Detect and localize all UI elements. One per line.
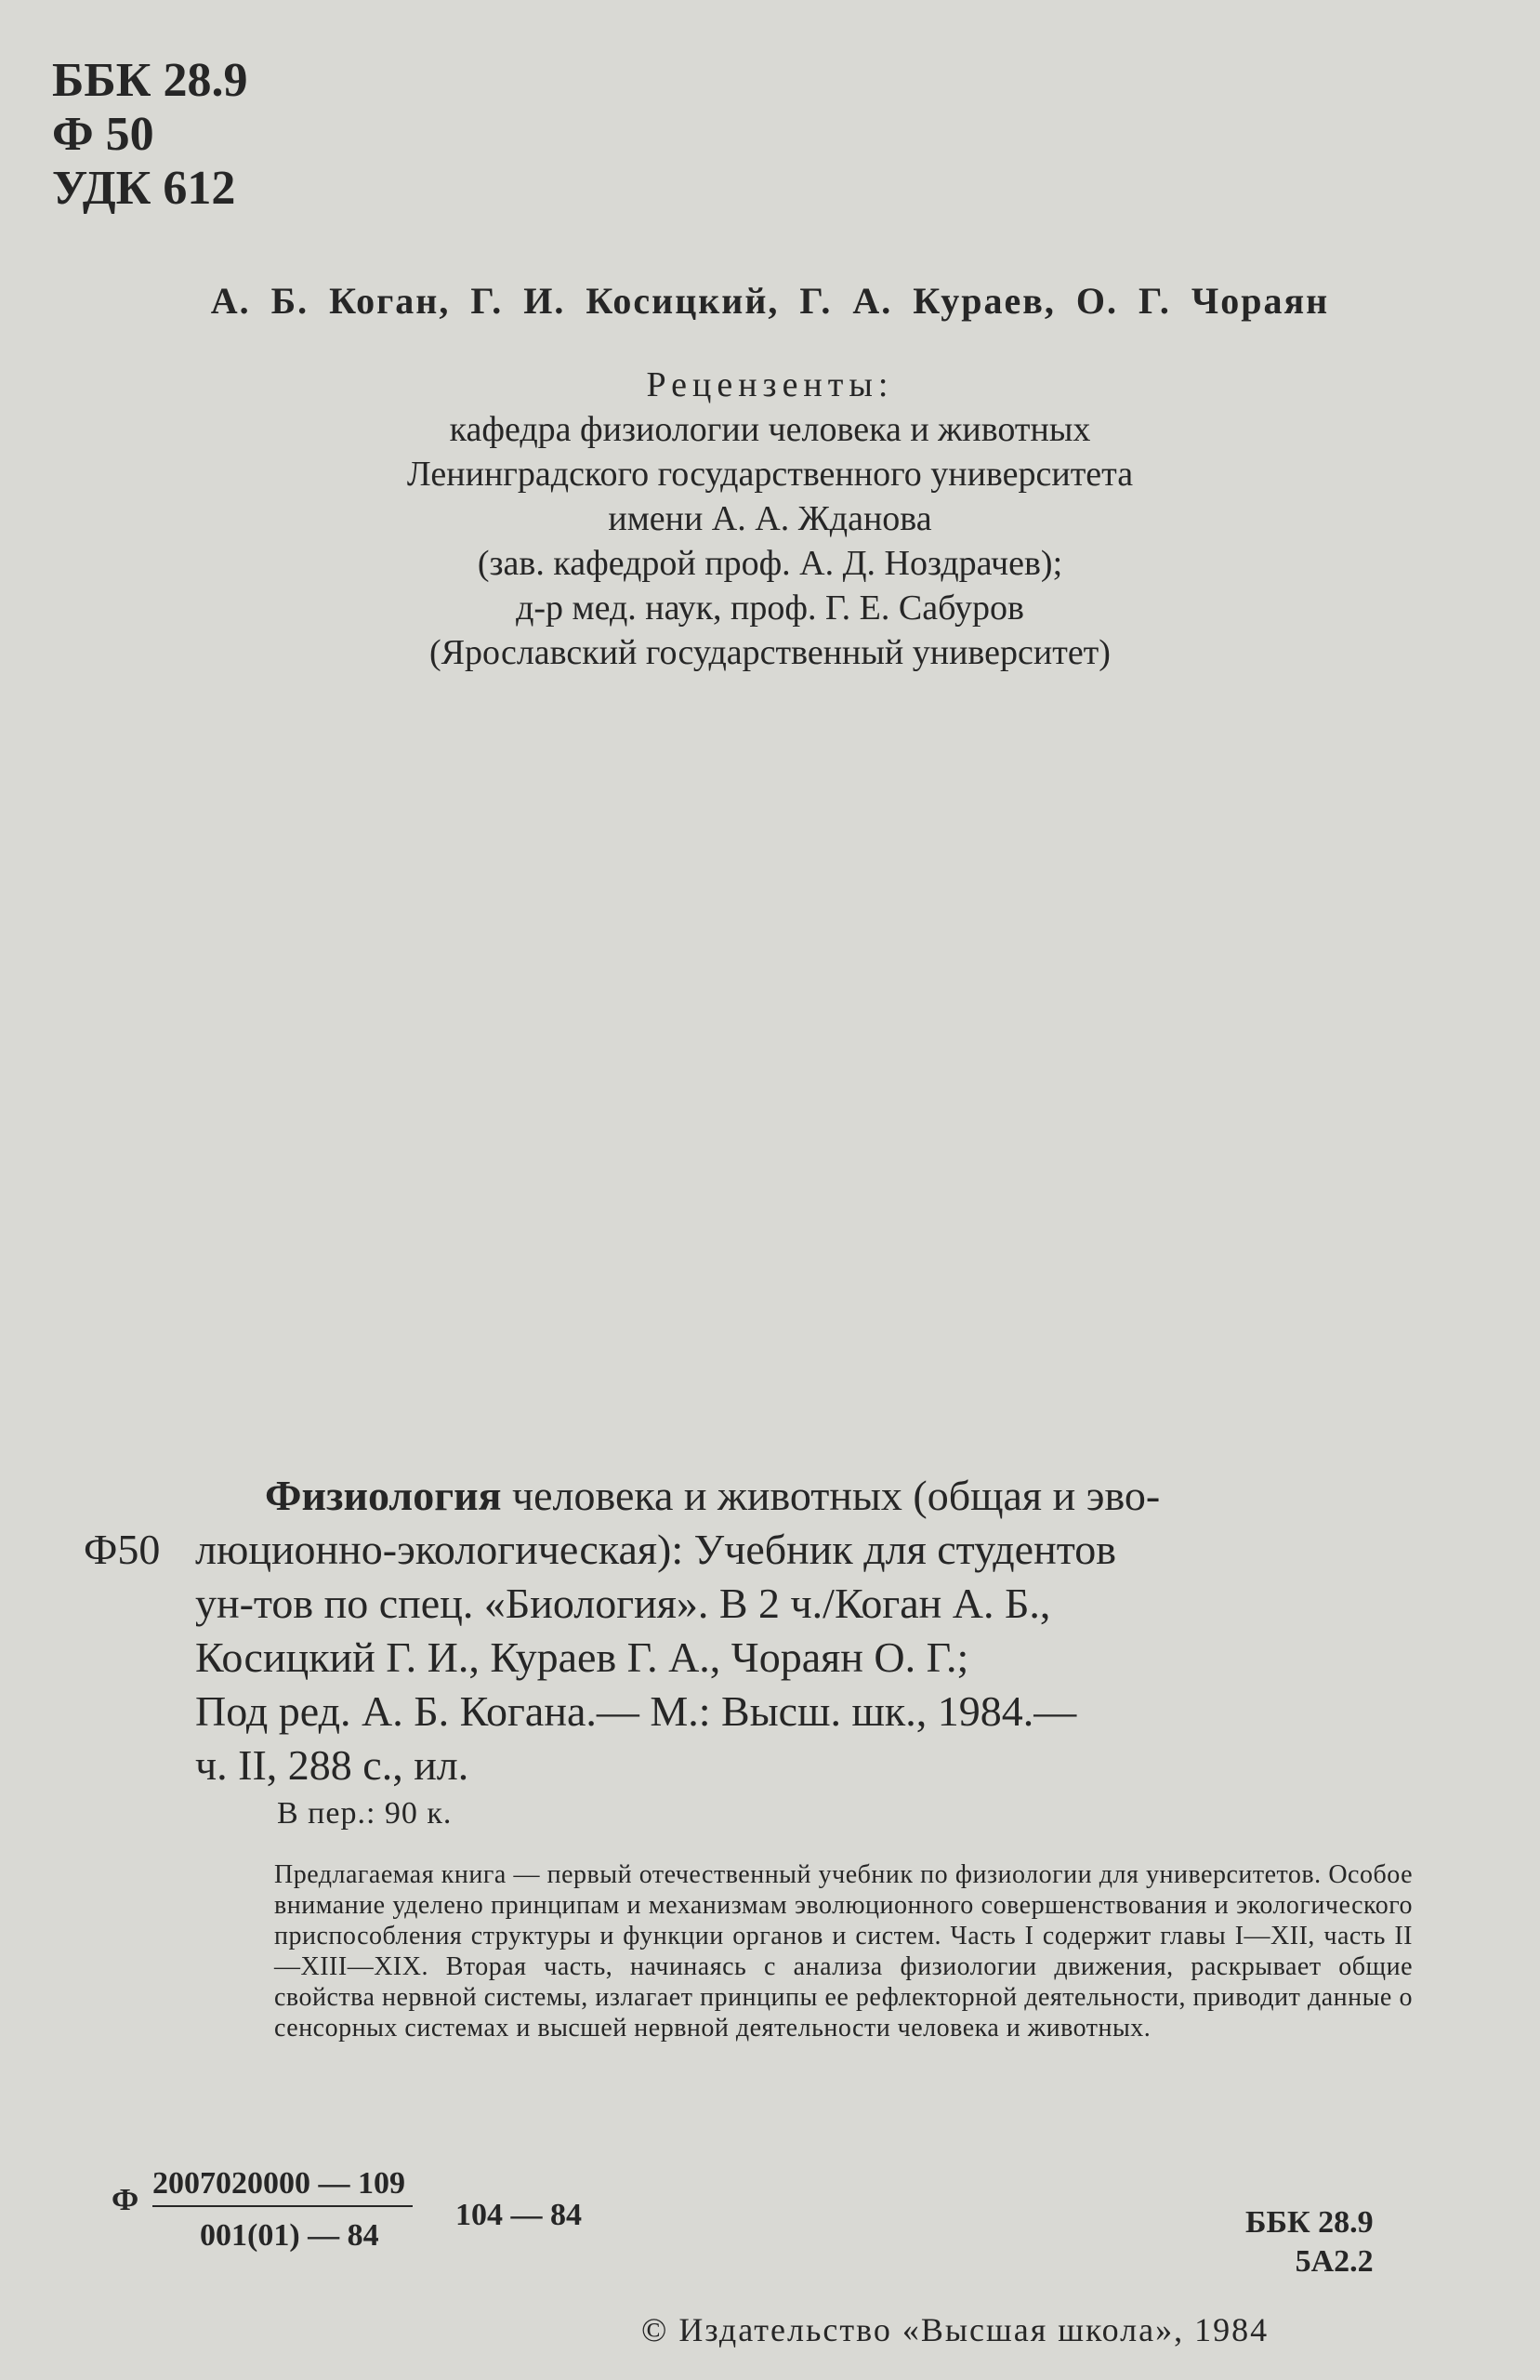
book-abstract: Предлагаемая книга — первый отечественный учебник по физиологии для университетов. Особое внимание уделено принципам и механизмам эволюционного совершенствования и экологического приспособления структуры и функции органов и систем. Часть I содержит главы I—XII, часть II—XIII—XIX. Вторая часть, начинаясь с анализа физиологии движения, раскрывает общие свойства нервной системы, излагает принципы ее рефлекторной деятельности, приводит данные о сенсорных системах и высшей нервной деятельности человека и животных. bbox=[274, 1860, 1413, 2043]
classification-codes bbox=[52, 54, 247, 216]
reviewer-line: д-р мед. наук, проф. Г. Е. Сабуров bbox=[516, 588, 1024, 628]
reviewer-line: (Ярославский государственный университет) bbox=[429, 633, 1111, 672]
udk-code: УДК 612 bbox=[52, 162, 236, 215]
biblio-line bbox=[84, 1523, 1422, 1577]
phi-code: Ф 50 bbox=[52, 108, 154, 161]
fraction-denominator: 001(01) — 84 bbox=[200, 2218, 379, 2253]
copyright-notice: © Издательство «Высшая школа», 1984 bbox=[641, 2311, 1270, 2348]
fraction-tail: 104 — 84 bbox=[455, 2198, 582, 2232]
reviewer-line: Ленинградского государственного университета bbox=[406, 455, 1134, 494]
reviewers-heading: Рецензенты: bbox=[646, 365, 894, 404]
reviewer-line: кафедра физиологии человека и животных bbox=[449, 410, 1091, 449]
biblio-line bbox=[84, 1469, 1422, 1523]
fraction-numerator: 2007020000 — 109 bbox=[152, 2166, 413, 2207]
price: В пер.: 90 к. bbox=[277, 1796, 453, 1831]
bibliographic-record bbox=[84, 1469, 1422, 1792]
reviewer-line: (зав. кафедрой проф. А. Д. Ноздрачев); bbox=[477, 544, 1063, 583]
bottom-bbk-code: ББК 28.9 bbox=[1245, 2205, 1374, 2240]
authors-line: А. Б. Коган, Г. И. Косицкий, Г. А. Кураев, О. Г. Чораян bbox=[210, 280, 1330, 322]
biblio-line: ун-тов по спец. «Биология». В 2 ч./Коган А. Б., bbox=[195, 1580, 1051, 1627]
reviewer-line: имени А. А. Жданова bbox=[608, 499, 932, 538]
book-title-bold: Физиология bbox=[265, 1472, 502, 1519]
catalog-index: Ф50 bbox=[84, 1526, 161, 1573]
fraction-phi: Ф bbox=[112, 2183, 139, 2217]
biblio-line: ч. II, 288 с., ил. bbox=[195, 1741, 469, 1789]
biblio-line-text: люционно-экологическая): Учебник для студентов bbox=[195, 1526, 1116, 1573]
reviewers-block bbox=[0, 363, 1540, 675]
bottom-bbk bbox=[1245, 2203, 1374, 2281]
biblio-line-rest: человека и животных (общая и эво- bbox=[501, 1472, 1161, 1519]
biblio-line: Косицкий Г. И., Кураев Г. А., Чораян О. Г.; bbox=[195, 1633, 969, 1681]
bbk-code: ББК 28.9 bbox=[52, 54, 248, 107]
biblio-line: Под ред. А. Б. Когана.— М.: Высш. шк., 1984.— bbox=[195, 1687, 1077, 1735]
bottom-bbk-subcode: 5А2.2 bbox=[1295, 2244, 1374, 2279]
